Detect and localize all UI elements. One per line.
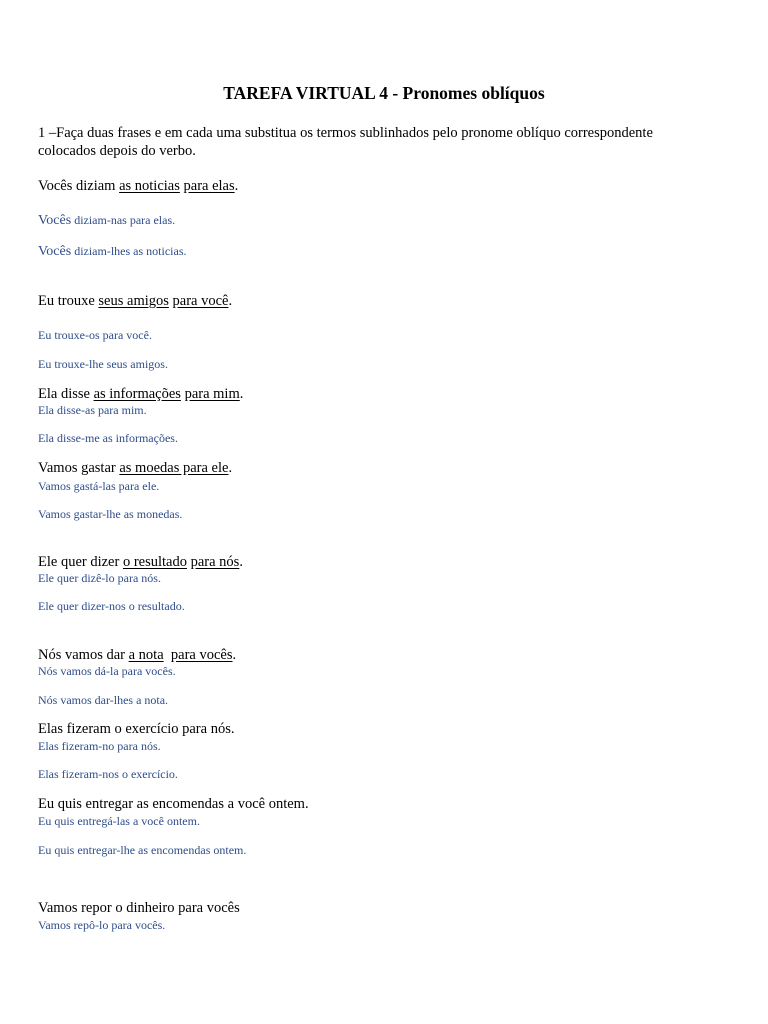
exercise-sentence-7: Elas fizeram o exercício para nós. (38, 721, 235, 737)
underlined-term: o resultado (122, 554, 187, 570)
underlined-term: as moedas para ele (119, 460, 229, 476)
underlined-term: para elas (183, 178, 235, 194)
answer-4b: Vamos gastar-lhe as monedas. (38, 507, 183, 521)
answer-3b: Ela disse-me as informações. (38, 431, 178, 445)
underlined-term: a nota (128, 647, 164, 663)
exercise-sentence-9: Vamos repor o dinheiro para vocês (38, 900, 240, 916)
answer-8b: Eu quis entregar-lhe as encomendas ontem. (38, 843, 247, 857)
answer-2a: Eu trouxe-os para você. (38, 328, 152, 342)
page-title: TAREFA VIRTUAL 4 - Pronomes oblíquos (223, 83, 545, 103)
answer-3a: Ela disse-as para mim. (38, 403, 147, 417)
exercise-sentence-6: Nós vamos dar a nota para vocês. (38, 647, 237, 663)
underlined-term: as noticias (119, 178, 180, 194)
answer-5a: Ele quer dizê-lo para nós. (38, 571, 161, 585)
answer-6a: Nós vamos dá-la para vocês. (38, 664, 176, 678)
answer-9a: Vamos repô-lo para vocês. (38, 918, 166, 932)
answer-1a: Vocês diziam-nas para elas. (38, 213, 176, 228)
answer-1b: Vocês diziam-lhes as noticias. (38, 244, 187, 259)
answer-2b: Eu trouxe-lhe seus amigos. (38, 357, 168, 371)
exercise-sentence-3: Ela disse as informações para mim. (38, 386, 244, 402)
instruction-line-1: 1 –Faça duas frases e em cada uma substitua os termos sublinhados pelo pronome oblíquo correspondente (38, 125, 653, 141)
underlined-term: seus amigos (98, 293, 169, 309)
answer-4a: Vamos gastá-las para ele. (38, 479, 160, 493)
underlined-term: para você (172, 293, 229, 309)
underlined-term: para mim (184, 386, 240, 402)
answer-8a: Eu quis entregá-las a você ontem. (38, 814, 200, 828)
underlined-term: para vocês (170, 647, 233, 663)
underlined-term: as informações (93, 386, 181, 402)
answer-7b: Elas fizeram-nos o exercício. (38, 767, 178, 781)
exercise-sentence-5: Ele quer dizer o resultado para nós. (38, 554, 243, 570)
answer-6b: Nós vamos dar-lhes a nota. (38, 693, 169, 707)
answer-5b: Ele quer dizer-nos o resultado. (38, 599, 185, 613)
answer-7a: Elas fizeram-no para nós. (38, 739, 161, 753)
exercise-sentence-2: Eu trouxe seus amigos para você. (38, 293, 233, 309)
exercise-sentence-1: Vocês diziam as noticias para elas. (38, 178, 239, 194)
underlined-term: para nós (190, 554, 240, 570)
exercise-sentence-4: Vamos gastar as moedas para ele. (38, 460, 233, 476)
exercise-sentence-8: Eu quis entregar as encomendas a você ontem. (38, 796, 309, 812)
instruction-line-2: colocados depois do verbo. (38, 143, 196, 159)
